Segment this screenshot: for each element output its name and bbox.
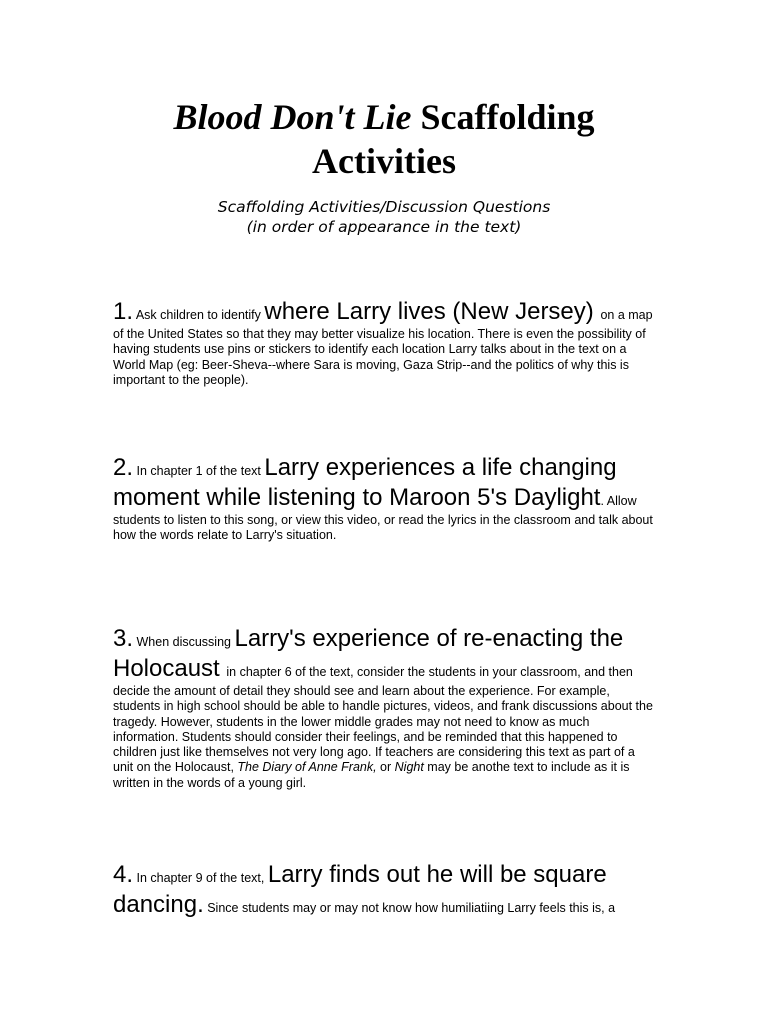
subtitle-line2: (in order of appearance in the text)	[246, 218, 522, 236]
item-body: Since students may or may not know how humiliatiing Larry feels this is, a	[203, 901, 616, 915]
item-body: in chapter 6 of the text, consider the students in your classroom, and then decide the amount of detail they should see and learn about the experience. For example, students in high school should be able to handle pictures, videos, and frank discussions about the tragedy. However, students in the lower middle grades may not need to know as much information. Students should consider their feelings, and be reminded that this happened to children just like themselves not very long ago. If teachers are considering this text as part of a unit on the Holocaust,	[113, 665, 653, 775]
item-number: 1.	[113, 298, 134, 325]
item-highlight: Larry's experience of re-enacting the Holocaust	[113, 625, 624, 682]
title-rest: Scaffolding	[420, 97, 595, 137]
item-connector: or	[376, 760, 395, 775]
item-number: 3.	[113, 625, 134, 652]
item-number: 2.	[113, 454, 134, 481]
activity-item-1	[113, 297, 658, 388]
subtitle-line1: Scaffolding Activities/Discussion Questions	[217, 198, 551, 216]
item-lead: In chapter 9 of the text,	[136, 871, 268, 885]
item-highlight: Larry experiences a life changing moment while listening to Maroon 5's Daylight	[113, 454, 617, 511]
item-body: on a map of the United States so that they may better visualize his location. There is even the possibility of having students use pins or stickers to identify each location Larry talks about in the text on a World Map (eg: Beer-Sheva--where Sara is moving, Gaza Strip--and the politics of why this is important to the people).	[113, 308, 653, 387]
book-reference-anne-frank: The Diary of Anne Frank,	[237, 760, 377, 775]
book-reference-night: Night	[394, 760, 424, 775]
activity-item-4	[113, 860, 658, 920]
item-highlight: where Larry lives (New Jersey)	[264, 298, 601, 325]
item-highlight: Larry finds out he will be square dancing.	[113, 861, 607, 918]
item-body: . Allow students to listen to this song, or view this video, or read the lyrics in the classroom and talk about how the words relate to Larry's situation.	[113, 494, 653, 543]
activity-item-2	[113, 453, 658, 544]
title-book-name: Blood Don't Lie	[173, 97, 412, 137]
item-number: 4.	[113, 861, 134, 888]
title-line2: Activities	[312, 141, 456, 181]
document-title	[0, 95, 768, 183]
item-tail: may be anothe text to include as it is written in the words of a young girl.	[113, 760, 630, 790]
item-lead: When discussing	[136, 635, 235, 649]
item-lead: Ask children to identify	[135, 308, 265, 322]
item-lead: In chapter 1 of the text	[136, 464, 265, 478]
document-subtitle	[0, 197, 768, 237]
activity-item-3	[113, 624, 658, 791]
